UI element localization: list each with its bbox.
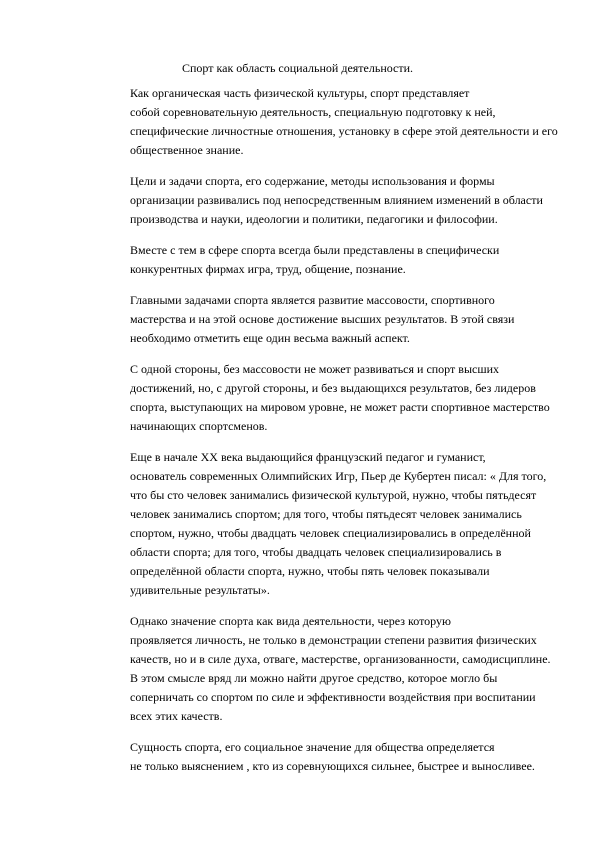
- text-line: удивительные результаты».: [130, 583, 270, 597]
- text-line: основатель современных Олимпийских Игр, Пьер де Кубертен писал: « Для того,: [130, 469, 547, 483]
- text-line: собой соревновательную деятельность, специальную подготовку к ней,: [130, 105, 496, 119]
- text-line: что бы сто человек занимались физической культурой, нужно, чтобы пятьдесят: [130, 488, 537, 502]
- text-line: области спорта; для того, чтобы двадцать человек специализировались в: [130, 545, 502, 559]
- text-line: всех этих качеств.: [130, 709, 223, 723]
- paragraph-5: [83, 360, 550, 436]
- text-line: Однако значение спорта как вида деятельности, через которую: [130, 614, 451, 628]
- text-line: соперничать со спортом по силе и эффективности воздействия при воспитании: [130, 690, 536, 704]
- text-line: Как органическая часть физической культуры, спорт представляет: [130, 86, 470, 100]
- document-body: [83, 84, 558, 788]
- text-line: Главными задачами спорта является развитие массовости, спортивного: [130, 293, 495, 307]
- document-title: Спорт как область социальной деятельности.: [181, 61, 414, 75]
- text-line: специфические личностные отношения, установку в сфере этой деятельности и его: [130, 124, 558, 138]
- text-line: Вместе с тем в сфере спорта всегда были представлены в специфически: [130, 243, 500, 257]
- text-line: спортом, нужно, чтобы двадцать человек специализировались в определённой: [130, 526, 531, 540]
- text-line: мастерства и на этой основе достижение высших результатов. В этой связи: [130, 312, 515, 326]
- text-line: определённой области спорта, нужно, чтобы пять человек показывали: [130, 564, 490, 578]
- text-line: достижений, но, с другой стороны, и без выдающихся результатов, без лидеров: [130, 381, 536, 395]
- paragraph-2: [83, 172, 543, 229]
- paragraph-6: [83, 448, 547, 600]
- text-line: Сущность спорта, его социальное значение для общества определяется: [130, 740, 495, 754]
- paragraph-7: [83, 612, 551, 726]
- text-line: необходимо отметить еще один весьма важный аспект.: [130, 331, 410, 345]
- text-line: организации развивались под непосредственным влиянием изменений в области: [130, 193, 543, 207]
- paragraph-8: [83, 738, 535, 776]
- text-line: начинающих спортсменов.: [130, 419, 268, 433]
- text-line: человек занимались спортом; для того, чтобы пятьдесят человек занимались: [130, 507, 522, 521]
- text-line: конкурентных фирмах игра, труд, общение, познание.: [130, 262, 406, 276]
- text-line: С одной стороны, без массовости не может развиваться и спорт высших: [130, 362, 499, 376]
- text-line: не только выяснением , кто из соревнующихся сильнее, быстрее и выносливее.: [130, 759, 535, 773]
- text-line: спорта, выступающих на мировом уровне, не может расти спортивное мастерство: [130, 400, 550, 414]
- text-line: проявляется личность, не только в демонстрации степени развития физических: [130, 633, 537, 647]
- text-line: Цели и задачи спорта, его содержание, методы использования и формы: [130, 174, 495, 188]
- text-line: производства и науки, идеологии и политики, педагогики и философии.: [130, 212, 498, 226]
- text-line: общественное знание.: [130, 143, 244, 157]
- text-line: Еще в начале XX века выдающийся французский педагог и гуманист,: [130, 450, 486, 464]
- text-line: В этом смысле вряд ли можно найти другое средство, которое могло бы: [130, 671, 498, 685]
- text-line: качеств, но и в силе духа, отваге, мастерстве, организованности, самодисциплине.: [130, 652, 551, 666]
- paragraph-4: [83, 291, 523, 348]
- paragraph-1: [83, 84, 558, 160]
- paragraph-3: [83, 241, 523, 279]
